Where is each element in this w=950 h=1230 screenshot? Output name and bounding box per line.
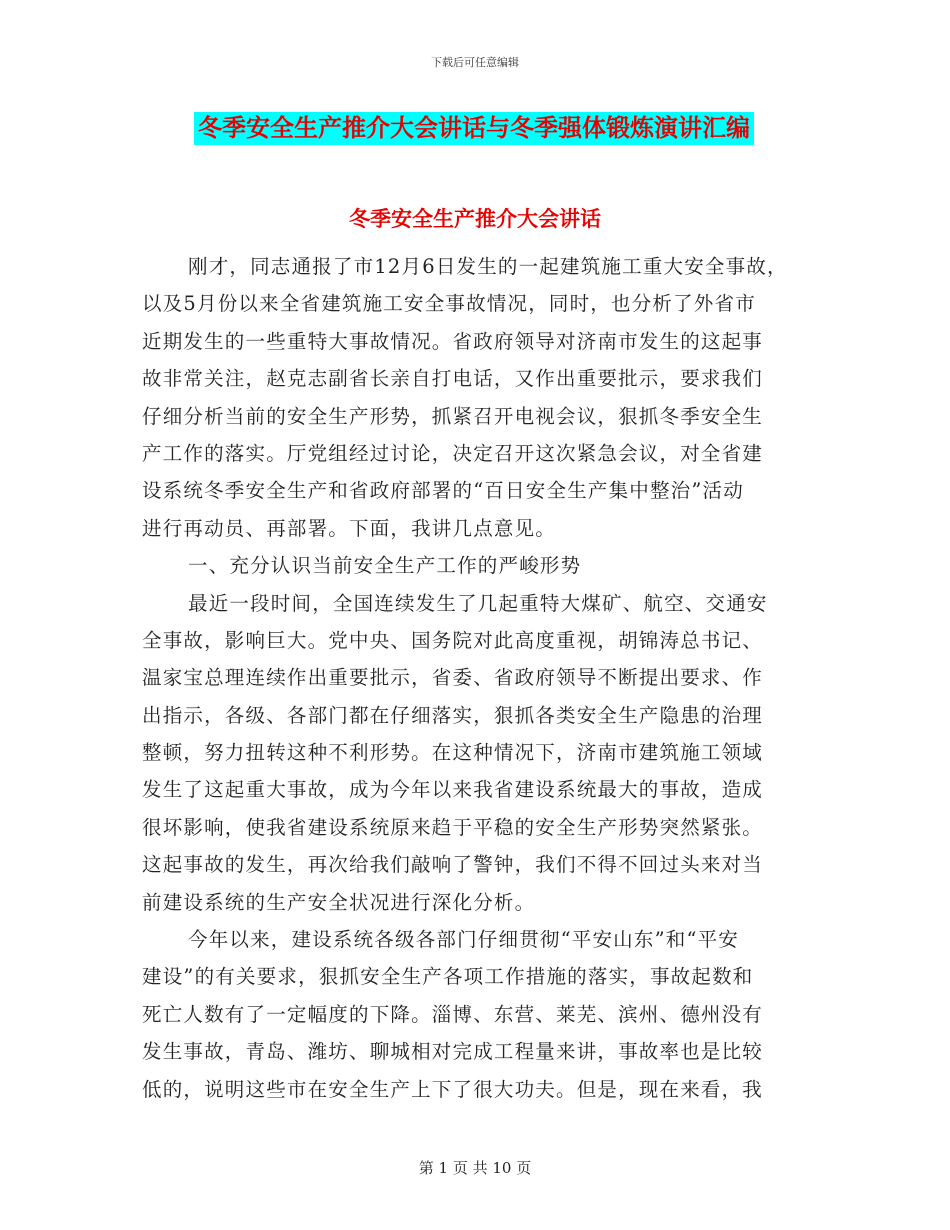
- subheading-line: 一、充分认识当前安全生产工作的严峻形势: [188, 554, 582, 578]
- body-text: [142, 248, 812, 1108]
- header-note: 下载后可任意编辑: [431, 56, 519, 69]
- paragraph-line: 仔细分析当前的安全生产形势，抓紧召开电视会议，狠抓冬季安全生: [142, 404, 764, 428]
- paragraph-line: 故非常关注，赵克志副省长亲自打电话，又作出重要批示，要求我们: [142, 367, 764, 391]
- paragraph-line: 温家宝总理连续作出重要批示，省委、省政府领导不断提出要求、作: [142, 666, 764, 690]
- paragraph-line: 这起事故的发生，再次给我们敲响了警钟，我们不得不回过头来对当: [142, 853, 764, 877]
- section-title: 冬季安全生产推介大会讲话: [349, 207, 601, 231]
- paragraph-line: 刚才，同志通报了市12月6日发生的一起建筑施工重大安全事故，: [188, 255, 788, 278]
- document-title: 冬季安全生产推介大会讲话与冬季强体锻炼演讲汇编: [194, 112, 754, 145]
- paragraph-line: 前建设系统的生产安全状况进行深化分析。: [142, 890, 536, 914]
- paragraph-line: 发生了这起重大事故，成为今年以来我省建设系统最大的事故，造成: [142, 778, 764, 802]
- page-number: 第 1 页 共 10 页: [418, 1159, 532, 1177]
- paragraph-line: 近期发生的一些重特大事故情况。省政府领导对济南市发生的这起事: [142, 329, 764, 353]
- paragraph-line: 今年以来，建设系统各级各部门仔细贯彻“平安山东”和“平安: [188, 928, 740, 952]
- paragraph-line: 出指示，各级、各部门都在仔细落实，狠抓各类安全生产隐患的治理: [142, 703, 764, 727]
- paragraph-line: 产工作的落实。厅党组经过讨论，决定召开这次紧急会议，对全省建: [142, 441, 764, 465]
- paragraph-line: 发生事故，青岛、潍坊、聊城相对完成工程量来讲，事故率也是比较: [142, 1040, 764, 1064]
- paragraph-line: 建设”的有关要求，狠抓安全生产各项工作措施的落实，事故起数和: [142, 965, 754, 989]
- paragraph-line: 最近一段时间，全国连续发生了几起重特大煤矿、航空、交通安: [188, 591, 768, 615]
- paragraph-line: 低的，说明这些市在安全生产上下了很大功夫。但是，现在来看，我: [142, 1077, 764, 1101]
- paragraph-line: 死亡人数有了一定幅度的下降。淄博、东营、莱芜、滨州、德州没有: [142, 1002, 764, 1026]
- paragraph-line: 设系统冬季安全生产和省政府部署的“百日安全生产集中整治”活动: [142, 479, 744, 503]
- paragraph-line: 全事故，影响巨大。党中央、国务院对此高度重视，胡锦涛总书记、: [142, 628, 764, 652]
- paragraph-line: 进行再动员、再部署。下面，我讲几点意见。: [142, 516, 557, 540]
- paragraph-line: 整顿，努力扭转这种不利形势。在这种情况下，济南市建筑施工领域: [142, 741, 764, 765]
- paragraph-line: 很坏影响，使我省建设系统原来趋于平稳的安全生产形势突然紧张。: [142, 815, 764, 839]
- paragraph-line: 以及5月份以来全省建筑施工安全事故情况，同时，也分析了外省市: [142, 292, 756, 316]
